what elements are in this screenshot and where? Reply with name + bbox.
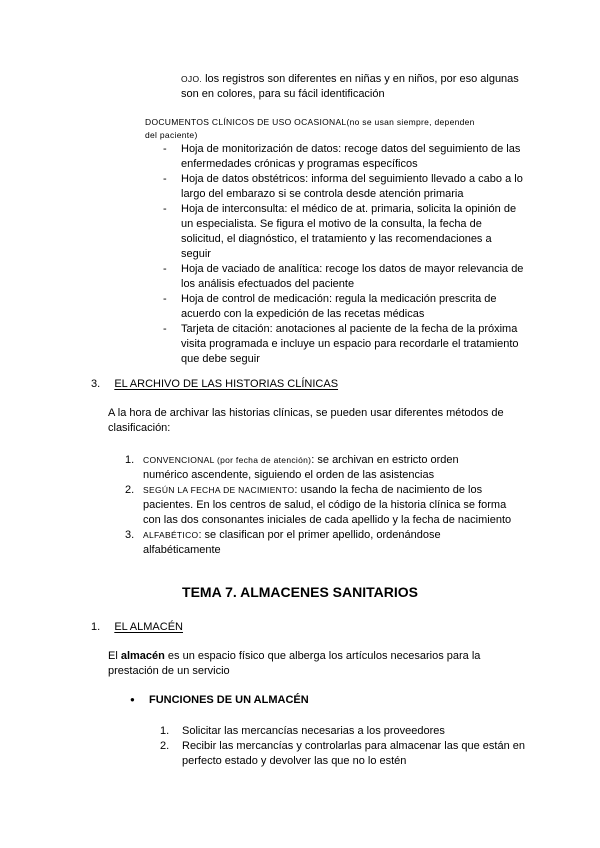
ocasional-heading <box>145 116 525 142</box>
list-item: - Hoja de monitorización de datos: recoge datos del seguimiento de las enfermedades crónicas y programas específicos <box>163 143 521 170</box>
section-1-heading <box>91 620 183 635</box>
ojo-label: OJO. <box>181 74 203 84</box>
ocasional-list <box>163 142 533 367</box>
functions-heading <box>130 693 309 708</box>
functions-list <box>160 724 535 769</box>
section-1-title: EL ALMACÉN <box>114 621 183 633</box>
section-1-number: 1. <box>91 621 101 633</box>
list-item: 2. Recibir las mercancías y controlarlas para almacenar las que están en perfecto estado y devolver las que no lo estén <box>160 740 525 767</box>
ojo-line-1: OJO. los registros son diferentes en niñas y en niños, por eso algunas <box>181 73 519 85</box>
list-item: - Hoja de vaciado de analítica: recoge los datos de mayor relevancia de los análisis efectuados del paciente <box>163 263 524 290</box>
list-item: 2. SEGÚN LA FECHA DE NACIMIENTO: usando la fecha de nacimiento de los pacientes. En los centros de salud, el código de la historia clínica se forma con las dos consonantes iniciales de cada apellido y la fecha de nacimiento <box>125 484 512 526</box>
ojo-line-2: son en colores, para su fácil identificación <box>181 88 385 100</box>
ojo-note <box>181 72 541 102</box>
archive-methods-list <box>125 453 535 558</box>
ocasional-note-2: del paciente) <box>145 130 198 140</box>
list-item: - Hoja de datos obstétricos: informa del seguimiento llevado a cabo a lo largo del embarazo si se controla desde atención primaria <box>163 173 523 200</box>
bullet-icon: ● <box>130 695 135 704</box>
section-3-heading <box>91 377 338 392</box>
list-item: - Hoja de control de medicación: regula la medicación prescrita de acuerdo con la expedición de las recetas médicas <box>163 293 497 320</box>
section-3-number: 3. <box>91 378 101 390</box>
ocasional-note-1: (no se usan siempre, dependen <box>346 117 475 127</box>
section-1-intro: El almacén es un espacio físico que alberga los artículos necesarios para la prestación de un servicio <box>108 650 481 677</box>
list-item: 1. CONVENCIONAL (por fecha de atención): se archivan en estricto orden numérico ascendente, siguiendo el orden de las asistencias <box>125 454 459 481</box>
list-item: - Tarjeta de citación: anotaciones al paciente de la fecha de la próxima visita programada e incluye un espacio para recordarle el tratamiento que debe seguir <box>163 323 519 365</box>
section-3-intro: A la hora de archivar las historias clínicas, se pueden usar diferentes métodos de clasificación: <box>108 407 504 434</box>
tema-title: TEMA 7. ALMACENES SANITARIOS <box>182 584 418 600</box>
list-item: 1. Solicitar las mercancías necesarias a los proveedores <box>160 725 445 737</box>
ocasional-heading-text: DOCUMENTOS CLÍNICOS DE USO OCASIONAL <box>145 117 347 127</box>
list-item: 3. ALFABÉTICO: se clasifican por el primer apellido, ordenándose alfabéticamente <box>125 529 441 556</box>
functions-title: FUNCIONES DE UN ALMACÉN <box>148 694 309 706</box>
list-item: - Hoja de interconsulta: el médico de at. primaria, solicita la opinión de un especialista. Se figura el motivo de la consulta, la fecha de solicitud, el diagnóstico, el tratamiento y las recomendaciones a seguir <box>163 203 517 260</box>
section-3-title: EL ARCHIVO DE LAS HISTORIAS CLÍNICAS <box>114 378 339 390</box>
